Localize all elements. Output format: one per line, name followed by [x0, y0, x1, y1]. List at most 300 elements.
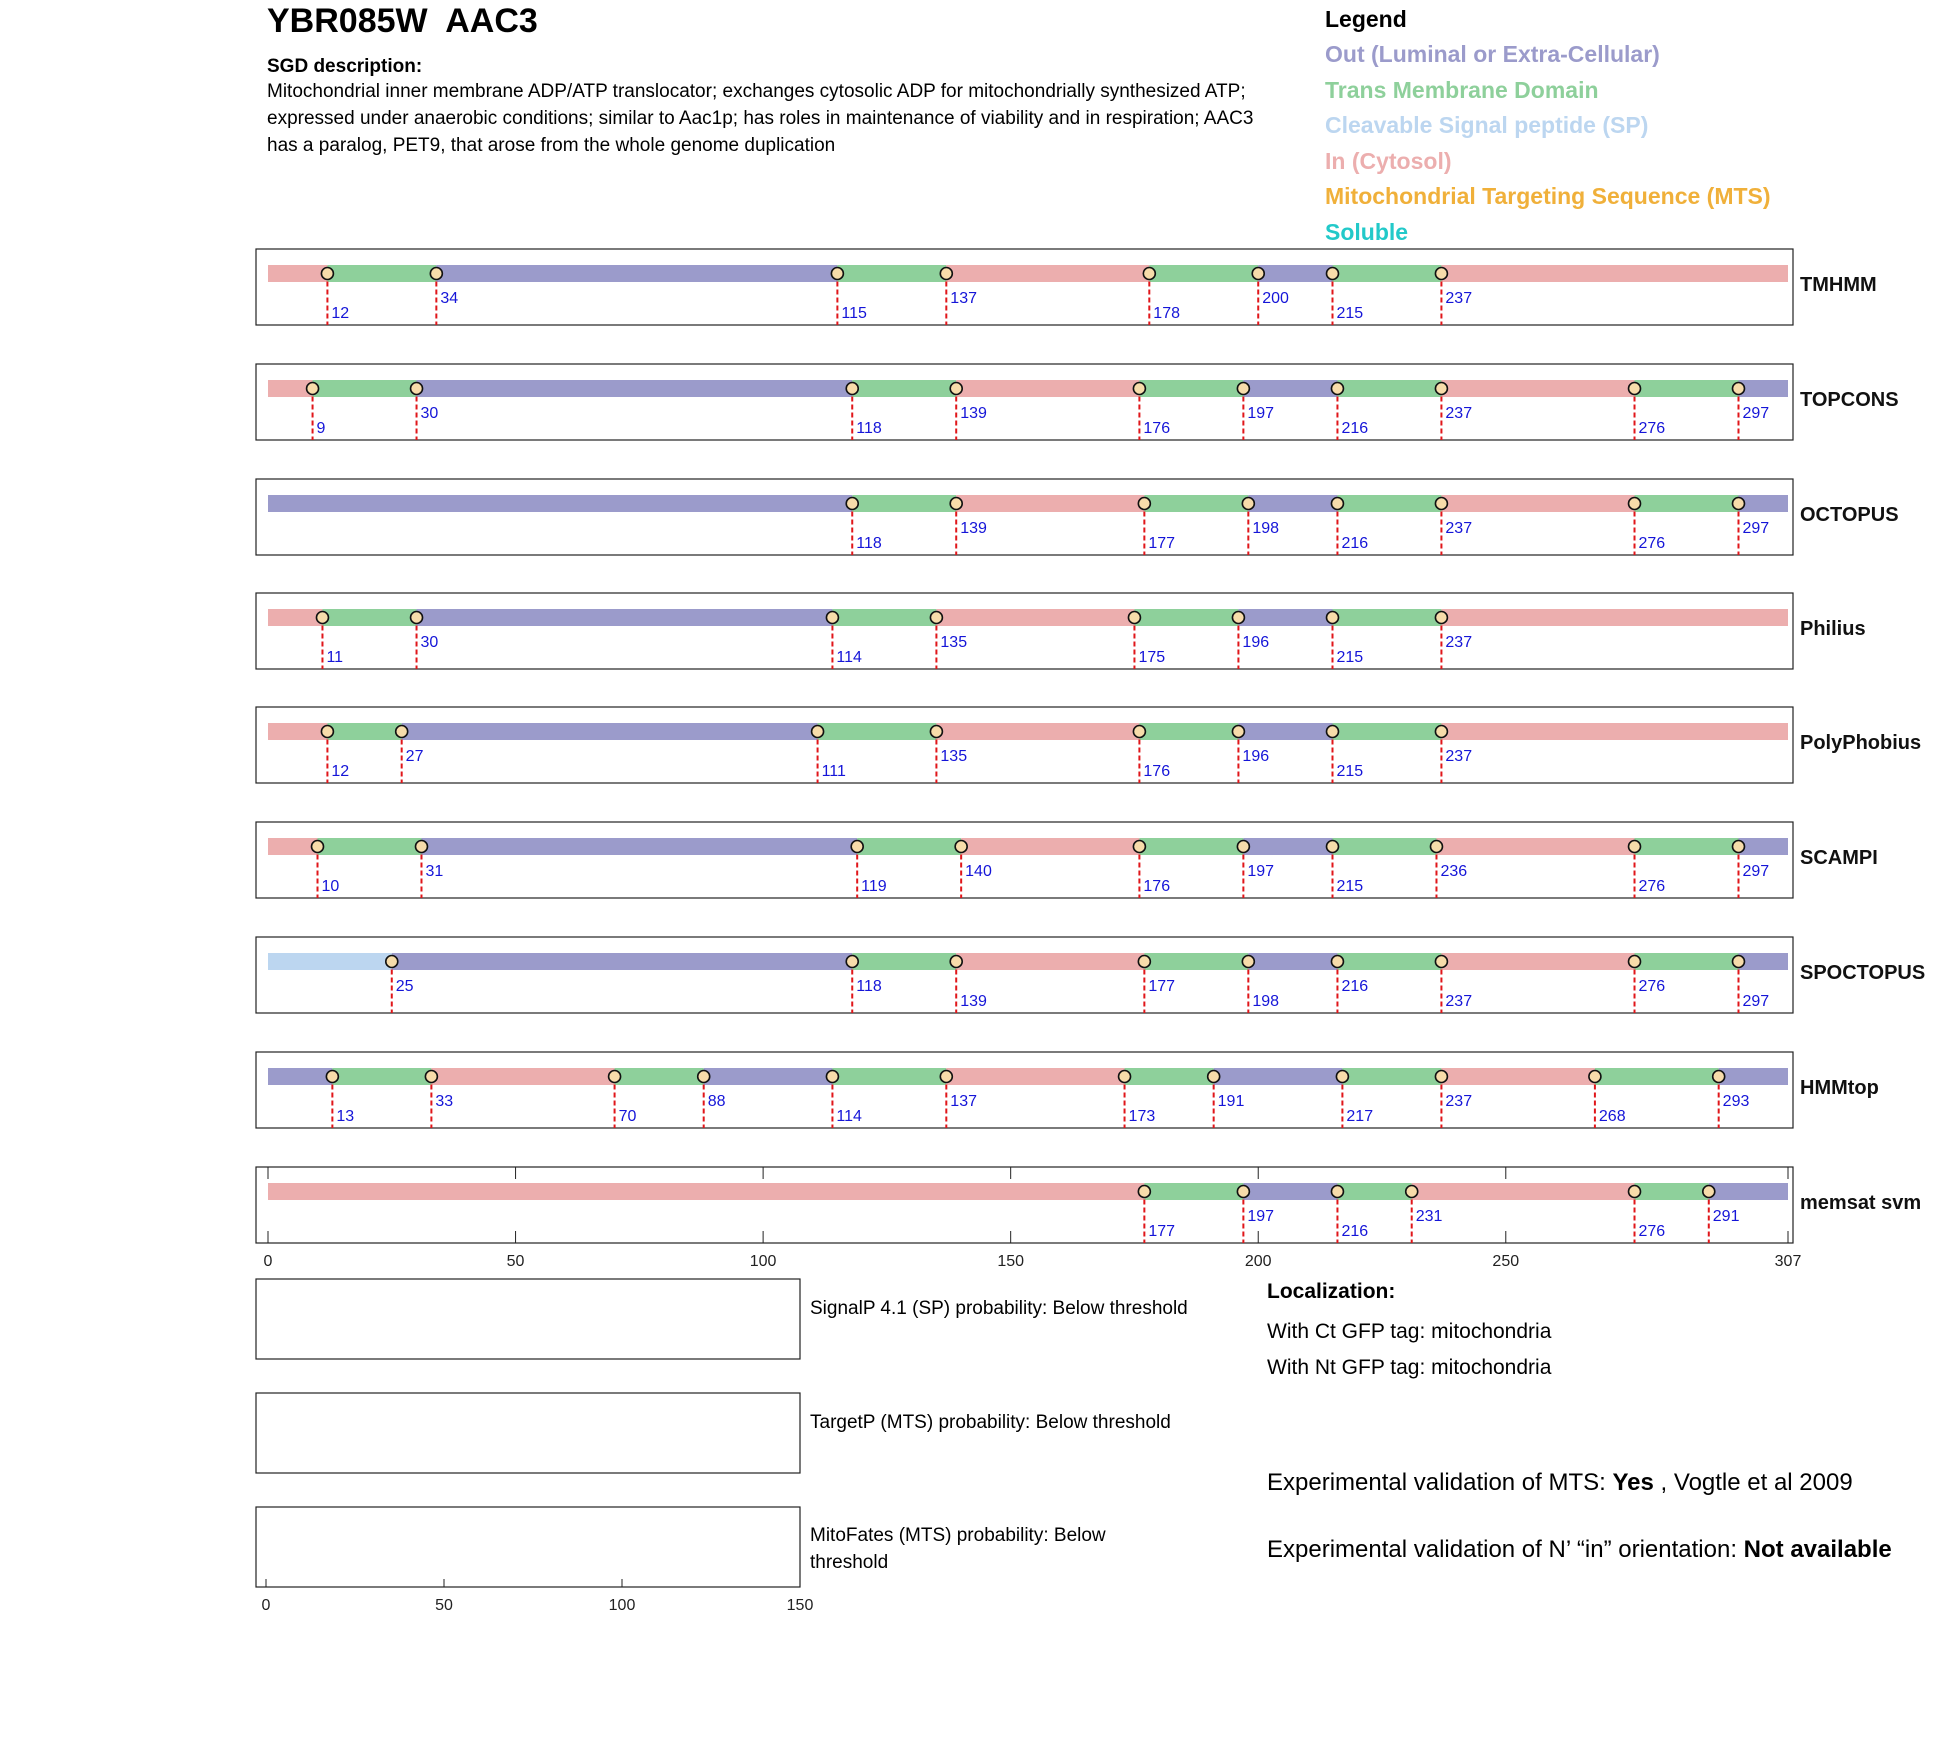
description-text: Mitochondrial inner membrane ADP/ATP translocator; exchanges cytosolic ADP for mitochondrially synthesized ATP; expressed under anaerobic conditions; similar to Aac1p; has roles in maintenance of viability and in respiration; AAC3 has a paralog, PET9, that arose from the whole genome duplication [267, 81, 1254, 156]
marker-label: 215 [1336, 649, 1364, 666]
marker-label: 118 [856, 978, 882, 995]
marker-point [1732, 383, 1744, 395]
segment-in [1441, 723, 1788, 740]
orientation-validation-value: Not available [1743, 1536, 1892, 1563]
signalp-label: SignalP 4.1 (SP) probability: Below threshold [810, 1298, 1188, 1319]
segment-tm [313, 380, 417, 397]
marker-point [698, 1071, 710, 1083]
mts-validation-suffix: , Vogtle et al 2009 [1653, 1469, 1853, 1496]
segment-tm [1332, 265, 1441, 282]
legend-item-soluble: Soluble [1325, 218, 1409, 245]
marker-label: 25 [395, 978, 414, 995]
marker-point [1435, 268, 1447, 280]
segment-tm [1125, 1068, 1214, 1085]
marker-label: 139 [960, 520, 987, 537]
legend-item-sp: Cleavable Signal peptide (SP) [1325, 112, 1649, 138]
marker-point [1589, 1071, 1601, 1083]
marker-point [1232, 612, 1244, 624]
segment-tm [1139, 838, 1243, 855]
segment-in [268, 838, 318, 855]
track-philius [256, 593, 1866, 669]
marker-point [1242, 498, 1254, 510]
marker-point [1331, 1186, 1343, 1198]
marker-point [1143, 268, 1155, 280]
marker-point [1252, 268, 1264, 280]
marker-point [1406, 1186, 1418, 1198]
segment-tm [1337, 953, 1441, 970]
marker-label: 173 [1128, 1108, 1156, 1125]
marker-label: 276 [1638, 420, 1666, 437]
marker-label: 237 [1445, 748, 1473, 765]
marker-label: 13 [336, 1108, 355, 1125]
marker-point [1326, 268, 1338, 280]
marker-label: 291 [1712, 1208, 1740, 1225]
segment-out [268, 495, 852, 512]
marker-point [1133, 383, 1145, 395]
segment-in [946, 1068, 1124, 1085]
marker-point [950, 956, 962, 968]
marker-point [846, 956, 858, 968]
marker-label: 196 [1242, 634, 1270, 651]
segment-tm [1332, 609, 1441, 626]
panel-frame [256, 1393, 800, 1473]
segment-in [956, 495, 1144, 512]
marker-point [1331, 956, 1343, 968]
marker-point [1435, 612, 1447, 624]
track-label: SPOCTOPUS [1800, 962, 1926, 984]
marker-point [1331, 498, 1343, 510]
marker-point [1732, 956, 1744, 968]
marker-point [386, 956, 398, 968]
marker-label: 197 [1247, 1208, 1275, 1225]
segment-sp [268, 953, 392, 970]
marker-point [940, 1071, 952, 1083]
marker-point [1326, 841, 1338, 853]
marker-point [1133, 726, 1145, 738]
track-frame [256, 707, 1793, 783]
segment-in [936, 723, 1139, 740]
marker-label: 276 [1638, 878, 1666, 895]
description-heading: SGD description: [267, 56, 423, 77]
segment-in [1441, 953, 1634, 970]
segment-out [417, 380, 853, 397]
segment-tm [1635, 838, 1739, 855]
marker-point [940, 268, 952, 280]
panel-frame [256, 1507, 800, 1587]
marker-label: 177 [1148, 1223, 1176, 1240]
marker-label: 276 [1638, 535, 1666, 552]
marker-point [312, 841, 324, 853]
segment-in [268, 609, 322, 626]
track-frame [256, 593, 1793, 669]
marker-label: 276 [1638, 978, 1666, 995]
marker-label: 237 [1445, 993, 1473, 1010]
mitofates-label: MitoFates (MTS) probability: Below threshold [810, 1525, 1106, 1573]
segment-tm [832, 609, 936, 626]
marker-point [826, 1071, 838, 1083]
marker-point [1128, 612, 1140, 624]
segment-tm [1149, 265, 1258, 282]
segment-out [402, 723, 818, 740]
marker-label: 114 [836, 649, 862, 666]
marker-point [1703, 1186, 1715, 1198]
segment-tm [852, 495, 956, 512]
segment-tm [818, 723, 937, 740]
marker-point [930, 726, 942, 738]
segment-tm [327, 265, 436, 282]
marker-label: 237 [1445, 290, 1473, 307]
track-frame [256, 822, 1793, 898]
mts-validation-prefix: Experimental validation of MTS: [1267, 1469, 1613, 1496]
track-label: HMMtop [1800, 1077, 1879, 1099]
segment-tm [327, 723, 401, 740]
segment-in [946, 265, 1149, 282]
marker-point [1232, 726, 1244, 738]
legend-item-tm: Trans Membrane Domain [1325, 76, 1599, 103]
marker-label: 178 [1153, 305, 1181, 322]
orientation-validation [1267, 1534, 1907, 1566]
track-frame [256, 479, 1793, 555]
segment-out [421, 838, 857, 855]
marker-point [950, 383, 962, 395]
segment-tm [1635, 1183, 1709, 1200]
panel-axis-label: 50 [435, 1597, 453, 1614]
segment-tm [837, 265, 946, 282]
marker-label: 216 [1341, 420, 1369, 437]
segment-tm [615, 1068, 704, 1085]
track-hmmtop [256, 1052, 1879, 1128]
marker-label: 297 [1742, 863, 1770, 880]
marker-point [411, 383, 423, 395]
marker-point [1435, 956, 1447, 968]
segment-in [1441, 609, 1788, 626]
segment-out [1214, 1068, 1343, 1085]
marker-point [1629, 841, 1641, 853]
marker-point [846, 383, 858, 395]
marker-label: 177 [1148, 978, 1176, 995]
marker-label: 114 [836, 1108, 862, 1125]
marker-label: 70 [618, 1108, 637, 1125]
marker-label: 135 [940, 748, 968, 765]
marker-point [1430, 841, 1442, 853]
marker-label: 175 [1138, 649, 1166, 666]
axis-tick-label: 0 [263, 1253, 273, 1270]
localization-heading: Localization: [1267, 1280, 1396, 1303]
marker-point [1629, 383, 1641, 395]
segment-tm [1635, 495, 1739, 512]
segment-in [956, 380, 1139, 397]
segment-out [268, 1068, 332, 1085]
marker-label: 135 [940, 634, 968, 651]
segment-in [1436, 838, 1634, 855]
panel-axis-label: 150 [786, 1597, 814, 1614]
segment-tm [1332, 838, 1436, 855]
marker-point [411, 612, 423, 624]
segment-tm [1337, 495, 1441, 512]
panel-mitofates [256, 1507, 813, 1614]
segment-out [392, 953, 852, 970]
axis-tick-label: 150 [997, 1253, 1025, 1270]
marker-point [1331, 383, 1343, 395]
track-memsat-svm [256, 1167, 1921, 1270]
segment-out [436, 265, 837, 282]
marker-point [1732, 841, 1744, 853]
axis-tick-label: 200 [1244, 1253, 1272, 1270]
marker-point [415, 841, 427, 853]
marker-label: 297 [1742, 520, 1770, 537]
marker-label: 215 [1336, 305, 1364, 322]
segment-out [1719, 1068, 1788, 1085]
track-label: TOPCONS [1800, 389, 1899, 411]
segment-tm [1332, 723, 1441, 740]
segment-out [1258, 265, 1332, 282]
segment-out [1738, 838, 1788, 855]
marker-label: 139 [960, 405, 987, 422]
marker-point [1326, 726, 1338, 738]
marker-label: 176 [1143, 420, 1171, 437]
marker-point [1336, 1071, 1348, 1083]
axis-tick-label: 100 [749, 1253, 777, 1270]
track-frame [256, 364, 1793, 440]
segment-tm [857, 838, 961, 855]
marker-point [430, 268, 442, 280]
panel-signalp [256, 1279, 800, 1359]
segment-tm [318, 838, 422, 855]
segment-tm [1139, 723, 1238, 740]
axis-tick-label: 307 [1774, 1253, 1802, 1270]
marker-point [812, 726, 824, 738]
marker-label: 198 [1252, 520, 1280, 537]
marker-point [1208, 1071, 1220, 1083]
segment-tm [1337, 1183, 1411, 1200]
marker-label: 27 [405, 748, 424, 765]
segment-in [1441, 265, 1788, 282]
segment-in [1441, 495, 1634, 512]
panel-axis-label: 0 [261, 1597, 271, 1614]
segment-out [1738, 380, 1788, 397]
marker-label: 237 [1445, 520, 1473, 537]
segment-out [1243, 380, 1337, 397]
segment-in [431, 1068, 614, 1085]
segment-tm [1635, 953, 1739, 970]
marker-label: 33 [435, 1093, 454, 1110]
segment-tm [332, 1068, 431, 1085]
marker-point [1242, 956, 1254, 968]
panel-axis-label: 100 [608, 1597, 636, 1614]
segment-tm [1144, 495, 1248, 512]
marker-point [1713, 1071, 1725, 1083]
segment-in [936, 609, 1134, 626]
track-frame [256, 937, 1793, 1013]
marker-label: 276 [1638, 1223, 1666, 1240]
marker-point [831, 268, 843, 280]
ct-gfp-localization: With Ct GFP tag: mitochondria [1267, 1320, 1552, 1343]
segment-tm [1635, 380, 1739, 397]
marker-label: 34 [440, 290, 459, 307]
segment-out [417, 609, 833, 626]
marker-label: 216 [1341, 535, 1369, 552]
marker-label: 237 [1445, 405, 1473, 422]
marker-label: 297 [1742, 993, 1770, 1010]
marker-label: 216 [1341, 1223, 1369, 1240]
marker-label: 118 [856, 420, 882, 437]
segment-in [268, 723, 327, 740]
segment-in [961, 838, 1139, 855]
localization-section [1267, 1280, 1551, 1392]
segment-in [268, 1183, 1144, 1200]
marker-label: 119 [861, 878, 887, 895]
marker-point [1237, 1186, 1249, 1198]
axis-tick-label: 50 [506, 1253, 525, 1270]
marker-label: 200 [1262, 290, 1289, 307]
legend-item-out: Out (Luminal or Extra-Cellular) [1325, 41, 1660, 67]
orientation-validation-prefix: Experimental validation of N’ “in” orientation: [1267, 1536, 1744, 1563]
marker-point [1138, 1186, 1150, 1198]
marker-label: 137 [950, 1093, 978, 1110]
marker-label: 236 [1440, 863, 1468, 880]
marker-label: 9 [316, 420, 326, 437]
segment-in [956, 953, 1144, 970]
track-octopus [256, 479, 1899, 555]
marker-point [1237, 383, 1249, 395]
marker-point [930, 612, 942, 624]
marker-point [1326, 612, 1338, 624]
marker-label: 197 [1247, 863, 1275, 880]
marker-point [321, 268, 333, 280]
marker-point [955, 841, 967, 853]
marker-point [950, 498, 962, 510]
marker-label: 118 [856, 535, 882, 552]
marker-label: 11 [326, 649, 344, 666]
marker-point [851, 841, 863, 853]
segment-out [1238, 609, 1332, 626]
marker-label: 137 [950, 290, 978, 307]
marker-point [1435, 498, 1447, 510]
marker-label: 111 [821, 763, 846, 780]
marker-label: 12 [331, 763, 350, 780]
marker-label: 237 [1445, 634, 1473, 651]
nt-gfp-localization: With Nt GFP tag: mitochondria [1267, 1356, 1552, 1379]
legend-item-mts: Mitochondrial Targeting Sequence (MTS) [1325, 183, 1771, 209]
segment-tm [1595, 1068, 1719, 1085]
track-scampi [256, 822, 1878, 898]
marker-point [316, 612, 328, 624]
segment-out [704, 1068, 833, 1085]
marker-label: 297 [1742, 405, 1770, 422]
marker-label: 140 [965, 863, 992, 880]
marker-point [1435, 383, 1447, 395]
segment-out [1238, 723, 1332, 740]
marker-label: 237 [1445, 1093, 1473, 1110]
marker-point [826, 612, 838, 624]
axis-tick-label: 250 [1492, 1253, 1520, 1270]
marker-point [1732, 498, 1744, 510]
track-frame [256, 1052, 1793, 1128]
marker-label: 115 [841, 305, 867, 322]
marker-point [326, 1071, 338, 1083]
marker-label: 12 [331, 305, 350, 322]
track-frame [256, 1167, 1793, 1243]
segment-tm [1342, 1068, 1441, 1085]
marker-label: 215 [1336, 878, 1364, 895]
segment-out [1243, 1183, 1337, 1200]
track-spoctopus [256, 937, 1925, 1013]
segment-out [1243, 838, 1332, 855]
track-topcons [256, 364, 1899, 440]
track-label: OCTOPUS [1800, 504, 1899, 526]
segment-tm [852, 953, 956, 970]
segment-in [268, 265, 327, 282]
mts-validation [1267, 1467, 1907, 1499]
marker-label: 176 [1143, 763, 1171, 780]
marker-label: 177 [1148, 535, 1176, 552]
marker-label: 196 [1242, 748, 1270, 765]
segment-in [1441, 380, 1634, 397]
marker-label: 88 [707, 1093, 726, 1110]
track-label: PolyPhobius [1800, 732, 1922, 754]
segment-in [1441, 1068, 1594, 1085]
marker-label: 30 [420, 405, 439, 422]
marker-label: 31 [425, 863, 444, 880]
segment-tm [1337, 380, 1441, 397]
segment-out [1248, 953, 1337, 970]
marker-label: 215 [1336, 763, 1364, 780]
segment-tm [1144, 1183, 1243, 1200]
marker-point [321, 726, 333, 738]
marker-point [1119, 1071, 1131, 1083]
segment-tm [1144, 953, 1248, 970]
marker-label: 216 [1341, 978, 1369, 995]
segment-out [1709, 1183, 1788, 1200]
marker-point [1237, 841, 1249, 853]
segment-tm [852, 380, 956, 397]
marker-label: 231 [1415, 1208, 1443, 1225]
marker-point [846, 498, 858, 510]
track-polyphobius [256, 707, 1921, 783]
segment-tm [832, 1068, 946, 1085]
marker-label: 198 [1252, 993, 1280, 1010]
marker-label: 176 [1143, 878, 1171, 895]
marker-point [307, 383, 319, 395]
marker-label: 10 [321, 878, 340, 895]
track-tmhmm [256, 249, 1877, 325]
marker-point [425, 1071, 437, 1083]
segment-tm [1139, 380, 1243, 397]
panel-frame [256, 1279, 800, 1359]
segment-in [1412, 1183, 1635, 1200]
segment-out [1248, 495, 1337, 512]
track-label: TMHMM [1800, 274, 1877, 296]
legend-title: Legend [1325, 6, 1407, 32]
track-frame [256, 249, 1793, 325]
marker-label: 139 [960, 993, 987, 1010]
segment-out [1738, 953, 1788, 970]
marker-point [1629, 1186, 1641, 1198]
marker-point [1138, 956, 1150, 968]
marker-point [1629, 498, 1641, 510]
marker-label: 30 [420, 634, 439, 651]
track-label: memsat svm [1800, 1192, 1922, 1214]
marker-point [1435, 1071, 1447, 1083]
marker-point [609, 1071, 621, 1083]
marker-point [1435, 726, 1447, 738]
segment-out [1738, 495, 1788, 512]
track-label: SCAMPI [1800, 847, 1878, 869]
marker-label: 217 [1346, 1108, 1374, 1125]
mts-validation-value: Yes [1612, 1469, 1654, 1496]
marker-point [1138, 498, 1150, 510]
track-label: Philius [1800, 618, 1866, 640]
